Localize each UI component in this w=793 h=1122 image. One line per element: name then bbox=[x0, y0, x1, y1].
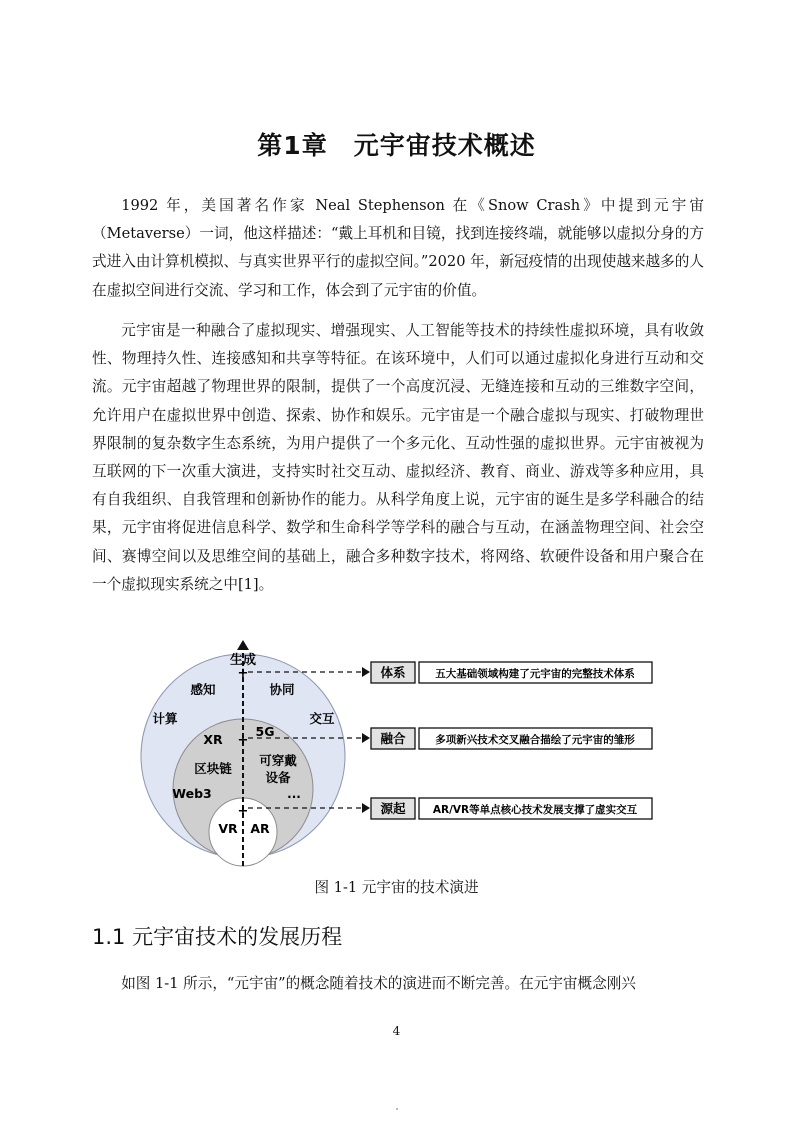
label-5g: 5G bbox=[255, 724, 275, 739]
label-blockchain: 区块链 bbox=[194, 761, 232, 776]
label-more: ... bbox=[287, 787, 301, 801]
label-web3: Web3 bbox=[172, 786, 212, 801]
stage-tag: 融合 bbox=[380, 731, 406, 746]
chapter-title: 第1章 元宇宙技术概述 bbox=[257, 131, 536, 160]
axis-marker: + bbox=[237, 733, 249, 748]
label-wearable-line2: 设备 bbox=[265, 770, 291, 785]
figure-caption: 图 1-1 元宇宙的技术演进 bbox=[314, 879, 479, 896]
scan-artifact-dot bbox=[396, 1108, 398, 1110]
paragraph-definition: 元宇宙是一种融合了虚拟现实、增强现实、人工智能等技术的持续性虚拟环境，具有收敛性、物理持久性、连接感知和共享等特征。在该环境中，人们可以通过虚拟化身进行互动和交流。元宇宙超越了物理世界的限制，提供了一个高度沉浸、无缝连接和互动的三维数字空间，允许用户在虚拟世界中创造、探索、协作和娱乐。元宇宙是一个融合虚拟与现实、打破物理世界限制的复杂数字生态系统，为用户提供了一个多元化、互动性强的虚拟世界。元宇宙被视为互联网的下一次重大演进，支持实时社交互动、虚拟经济、教育、商业、游戏等多种应用，具有自我组织、自我管理和创新协作的能力。从科学角度上说，元宇宙的诞生是多学科融合的结果，元宇宙将促进信息科学、数学和生命科学等学科的融合与互动，在涵盖物理空间、社会空间、赛博空间以及思维空间的基础上，融合多种数字技术，将网络、软硬件设备和用户聚合在一个虚拟现实系统之中[1]。 bbox=[92, 322, 704, 593]
label-wearable-line1: 可穿戴 bbox=[259, 753, 297, 768]
section-title: 1.1 元宇宙技术的发展历程 bbox=[92, 925, 343, 949]
label-perception: 感知 bbox=[190, 682, 216, 697]
label-xr: XR bbox=[203, 732, 223, 747]
axis-arrowhead bbox=[237, 640, 249, 650]
stage-description: AR/VR等单点核心技术发展支撑了虚实交互 bbox=[432, 804, 638, 816]
stage-tag: 源起 bbox=[380, 801, 406, 816]
paragraph-section-intro: 如图 1-1 所示，“元宇宙”的概念随着技术的演进而不断完善。在元宇宙概念刚兴 bbox=[121, 975, 636, 992]
page-number: 4 bbox=[392, 1024, 401, 1038]
label-collaboration: 协同 bbox=[269, 682, 295, 697]
label-ar: AR bbox=[250, 821, 270, 836]
label-interaction: 交互 bbox=[309, 711, 335, 726]
label-computing: 计算 bbox=[152, 711, 178, 726]
axis-marker: + bbox=[237, 666, 249, 681]
stage-description: 五大基础领域构建了元宇宙的完整技术体系 bbox=[435, 668, 635, 680]
paragraph-intro: 1992 年，美国著名作家 Neal Stephenson 在《Snow Crash》中提到元宇宙（Metaverse）一词，他这样描述：“戴上耳机和目镜，找到连接终端，就能够以虚拟分身的方式进入由计算机模拟、与真实世界平行的虚拟空间。”2020 年，新冠疫情的出现使越来越多的人在虚拟空间进行交流、学习和工作，体会到了元宇宙的价值。 bbox=[92, 197, 704, 299]
arrowhead bbox=[362, 803, 370, 813]
label-vr: VR bbox=[218, 821, 238, 836]
arrowhead bbox=[362, 733, 370, 743]
axis-marker: + bbox=[237, 804, 249, 819]
stage-tag: 体系 bbox=[380, 665, 406, 680]
arrowhead bbox=[362, 667, 370, 677]
label-generation: 生成 bbox=[229, 653, 257, 668]
stage-description: 多项新兴技术交叉融合描绘了元宇宙的雏形 bbox=[435, 734, 635, 746]
technology-evolution-figure bbox=[140, 638, 660, 870]
